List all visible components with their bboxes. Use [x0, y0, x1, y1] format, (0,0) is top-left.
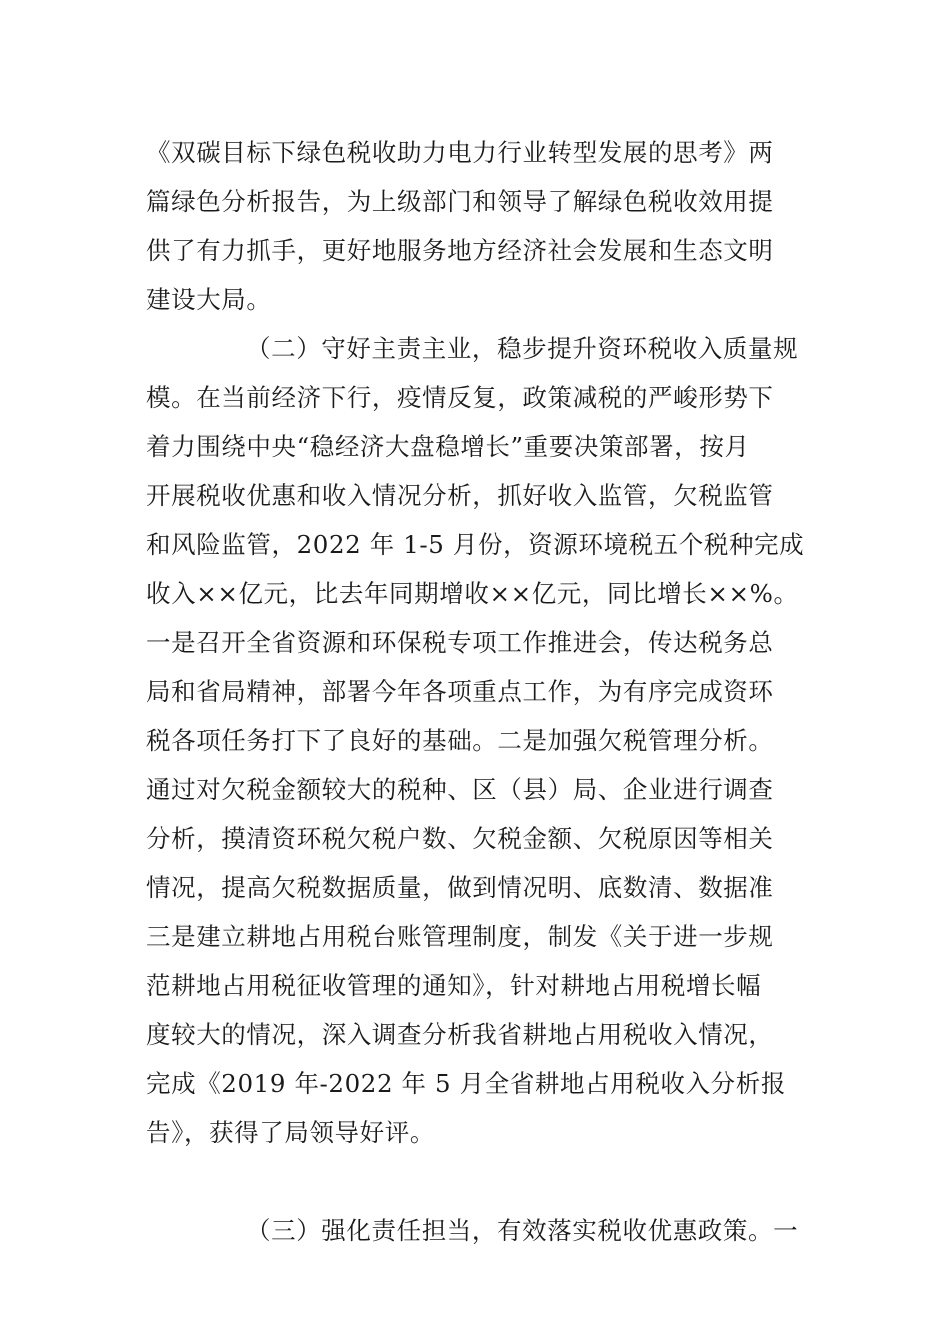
- text-line: 模。在当前经济下行，疫情反复，政策减税的严峻形势下: [146, 383, 774, 412]
- text-line: 告》，获得了局领导好评。: [146, 1118, 435, 1147]
- section-heading-3: （三）强化责任担当，有效落实税收优惠政策。一: [246, 1216, 799, 1245]
- text-line: 着力围绕中央“稳经济大盘稳增长”重要决策部署，按月: [146, 432, 750, 461]
- text-line: 三是建立耕地占用税台账管理制度，制发《关于进一步规: [146, 922, 774, 951]
- text-line: 情况，提高欠税数据质量，做到情况明、底数清、数据准: [146, 873, 774, 902]
- body-text: [146, 128, 826, 1255]
- text-line: 收入××亿元，比去年同期增收××亿元，同比增长××%。: [146, 579, 799, 608]
- text-line: 建设大局。: [146, 285, 272, 314]
- text-line: 范耕地占用税征收管理的通知》，针对耕地占用税增长幅: [146, 971, 762, 1000]
- section-heading-2: （二）守好主责主业，稳步提升资环税收入质量规: [246, 334, 799, 363]
- text-line: 和风险监管，2022 年 1-5 月份，资源环境税五个税种完成: [146, 530, 805, 559]
- text-line: 开展税收优惠和收入情况分析，抓好收入监管，欠税监管: [146, 481, 774, 510]
- text-line: 完成《2019 年-2022 年 5 月全省耕地占用税收入分析报: [146, 1069, 786, 1098]
- text-line: 税各项任务打下了良好的基础。二是加强欠税管理分析。: [146, 726, 774, 755]
- text-line: 一是召开全省资源和环保税专项工作推进会，传达税务总: [146, 628, 774, 657]
- text-line: 分析，摸清资环税欠税户数、欠税金额、欠税原因等相关: [146, 824, 774, 853]
- blank-line: [146, 1157, 826, 1206]
- text-line: 供了有力抓手，更好地服务地方经济社会发展和生态文明: [146, 236, 774, 265]
- text-line: 篇绿色分析报告，为上级部门和领导了解绿色税收效用提: [146, 187, 774, 216]
- text-line: 通过对欠税金额较大的税种、区（县）局、企业进行调查: [146, 775, 774, 804]
- text-line: 局和省局精神，部署今年各项重点工作，为有序完成资环: [146, 677, 774, 706]
- text-line: 度较大的情况，深入调查分析我省耕地占用税收入情况，: [146, 1020, 774, 1049]
- text-line: 《双碳目标下绿色税收助力电力行业转型发展的思考》两: [146, 138, 774, 167]
